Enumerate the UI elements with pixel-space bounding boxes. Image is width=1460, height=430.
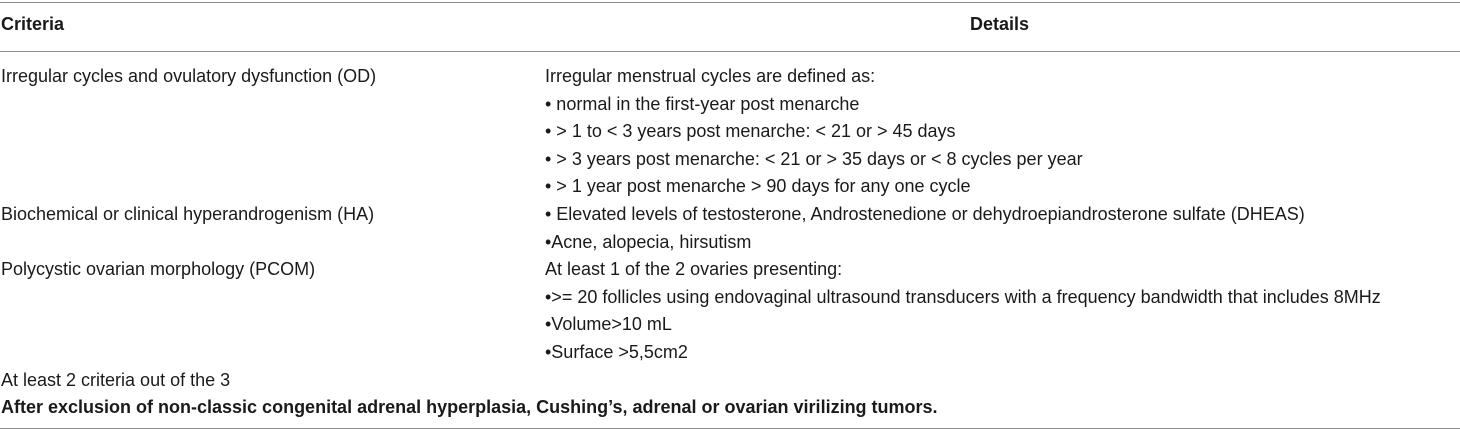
details-line: • normal in the first-year post menarche [545, 93, 860, 114]
table-top-rule [0, 2, 1460, 3]
details-line: • > 3 years post menarche: < 21 or > 35 days or < 8 cycles per year [545, 148, 1083, 169]
header-rule [0, 51, 1460, 52]
details-cell-pcom [545, 256, 1381, 366]
header-details: Details [970, 14, 1030, 34]
details-cell-ha [545, 201, 1305, 256]
footer-exclusion: After exclusion of non-classic congenital adrenal hyperplasia, Cushing’s, adrenal or ovarian virilizing tumors. [1, 397, 938, 417]
table-bottom-rule [0, 428, 1460, 429]
footer-note: At least 2 criteria out of the 3 [1, 370, 231, 390]
criteria-cell-ha: Biochemical or clinical hyperandrogenism (HA) [1, 204, 375, 224]
details-line: • > 1 to < 3 years post menarche: < 21 or > 45 days [545, 121, 956, 142]
criteria-cell-od: Irregular cycles and ovulatory dysfunction (OD) [1, 66, 377, 86]
details-cell-od [545, 63, 1083, 201]
details-line: Irregular menstrual cycles are defined as: [545, 66, 876, 86]
criteria-cell-pcom: Polycystic ovarian morphology (PCOM) [1, 259, 316, 279]
details-line: •Acne, alopecia, hirsutism [545, 231, 752, 252]
table-header-row [0, 14, 1460, 40]
details-line: • Elevated levels of testosterone, Androstenedione or dehydroepiandrosterone sulfate (DHEAS) [545, 204, 1305, 224]
header-criteria: Criteria [1, 14, 65, 34]
details-line: • > 1 year post menarche > 90 days for any one cycle [545, 176, 971, 197]
details-line: •Surface >5,5cm2 [545, 341, 688, 362]
details-line: •>= 20 follicles using endovaginal ultrasound transducers with a frequency bandwidth that includes 8MHz [545, 286, 1381, 307]
details-line: At least 1 of the 2 ovaries presenting: [545, 259, 843, 279]
details-line: •Volume>10 mL [545, 314, 672, 335]
